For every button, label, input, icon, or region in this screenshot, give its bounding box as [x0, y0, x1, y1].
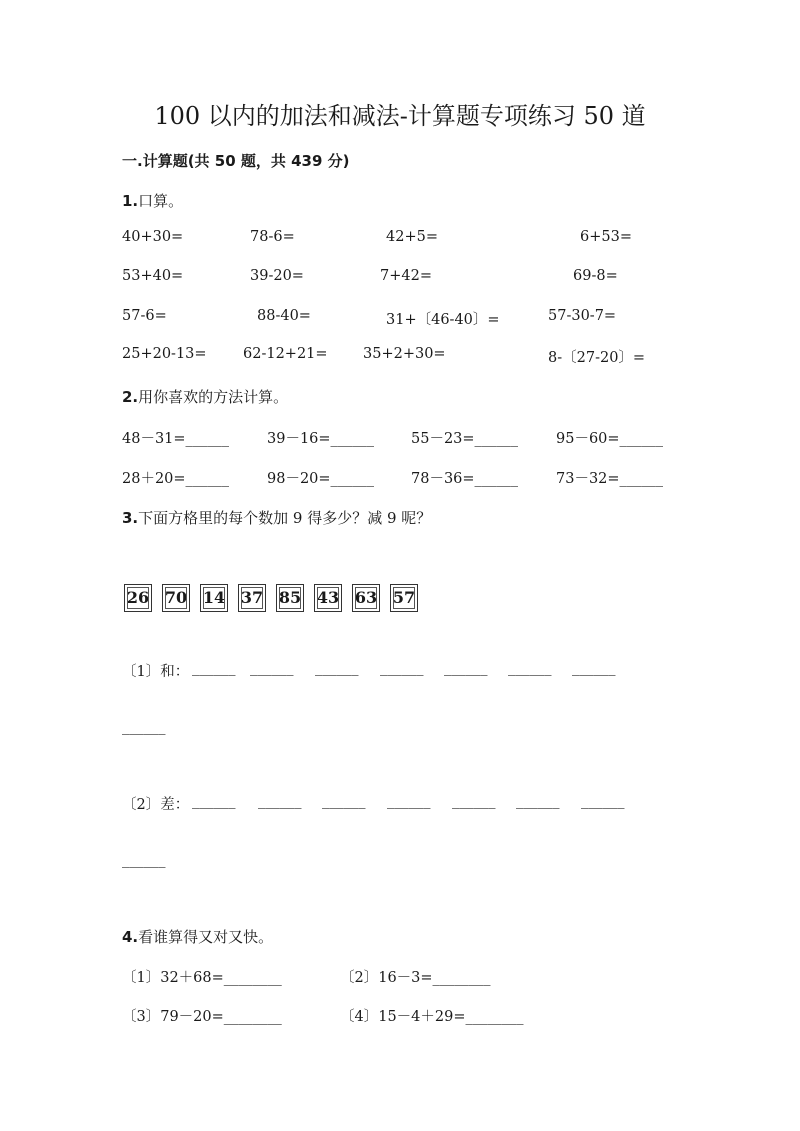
- question-number: 2.: [122, 388, 139, 406]
- question-text: 看谁算得又对又快。: [138, 928, 274, 946]
- answer-blank[interactable]: ______: [452, 793, 496, 809]
- q1-item: 57-30-7=: [548, 308, 617, 324]
- question-text: 口算。: [138, 192, 184, 210]
- answer-blank[interactable]: ______: [250, 660, 294, 676]
- q1-item: 8-〔27-20〕=: [548, 350, 646, 366]
- difference-label: 〔2〕差：: [122, 797, 190, 813]
- q2-item: 98－20=______: [267, 471, 375, 487]
- q1-item: 78-6=: [250, 229, 295, 245]
- number-box: 37: [238, 584, 266, 612]
- q2-item: 78－36=______: [411, 471, 519, 487]
- q1-item: 57-6=: [122, 308, 167, 324]
- number-box: 63: [352, 584, 380, 612]
- q1-item: 62-12+21=: [243, 346, 328, 362]
- answer-blank[interactable]: ______: [444, 660, 488, 676]
- q1-item: 88-40=: [257, 308, 311, 324]
- question-4-heading: [122, 926, 273, 947]
- question-2-heading: [122, 386, 288, 407]
- section-heading: 一.计算题(共 50 题，共 439 分): [122, 152, 350, 170]
- q4-item: 〔2〕16－3=________: [340, 970, 491, 986]
- question-text: 用你喜欢的方法计算。: [138, 388, 289, 406]
- q1-item: 53+40=: [122, 268, 184, 284]
- answer-blank[interactable]: ______: [192, 660, 236, 676]
- answer-blank[interactable]: ______: [315, 660, 359, 676]
- number-box: 85: [276, 584, 304, 612]
- question-number: 3.: [122, 509, 139, 527]
- answer-blank[interactable]: ______: [387, 793, 431, 809]
- q2-item: 28＋20=______: [122, 471, 230, 487]
- q1-item: 6+53=: [580, 229, 632, 245]
- question-1-heading: [122, 190, 183, 211]
- answer-blank[interactable]: ______: [122, 852, 166, 868]
- question-text: 下面方格里的每个数加 9 得多少？减 9 呢？: [138, 509, 432, 527]
- answer-blank[interactable]: ______: [572, 660, 616, 676]
- question-3-heading: [122, 507, 431, 528]
- q1-item: 35+2+30=: [363, 346, 446, 362]
- q1-item: 40+30=: [122, 229, 184, 245]
- question-number: 1.: [122, 192, 139, 210]
- answer-blank[interactable]: ______: [380, 660, 424, 676]
- question-number: 4.: [122, 928, 139, 946]
- q1-item: 7+42=: [380, 268, 432, 284]
- q2-item: 55－23=______: [411, 431, 519, 447]
- sum-label: 〔1〕和：: [122, 664, 190, 680]
- q4-item: 〔3〕79－20=________: [122, 1009, 282, 1025]
- answer-blank[interactable]: ______: [192, 793, 236, 809]
- q4-item: 〔4〕15－4＋29=________: [340, 1009, 524, 1025]
- answer-blank[interactable]: ______: [508, 660, 552, 676]
- answer-blank[interactable]: ______: [258, 793, 302, 809]
- answer-blank[interactable]: ______: [322, 793, 366, 809]
- q1-item: 69-8=: [573, 268, 618, 284]
- q4-item: 〔1〕32＋68=________: [122, 970, 282, 986]
- answer-blank[interactable]: ______: [581, 793, 625, 809]
- q1-item: 31+〔46-40〕=: [386, 312, 500, 328]
- number-box: 70: [162, 584, 190, 612]
- number-box: 43: [314, 584, 342, 612]
- q2-item: 73－32=______: [556, 471, 664, 487]
- answer-blank[interactable]: ______: [122, 719, 166, 735]
- q1-item: 42+5=: [386, 229, 438, 245]
- q2-item: 39－16=______: [267, 431, 375, 447]
- q1-item: 39-20=: [250, 268, 304, 284]
- q2-item: 48－31=______: [122, 431, 230, 447]
- q2-item: 95－60=______: [556, 431, 664, 447]
- worksheet-title: 100 以内的加法和减法-计算题专项练习 50 道: [154, 102, 646, 130]
- q1-item: 25+20-13=: [122, 346, 207, 362]
- number-box: 57: [390, 584, 418, 612]
- answer-blank[interactable]: ______: [516, 793, 560, 809]
- number-box: 26: [124, 584, 152, 612]
- number-box: 14: [200, 584, 228, 612]
